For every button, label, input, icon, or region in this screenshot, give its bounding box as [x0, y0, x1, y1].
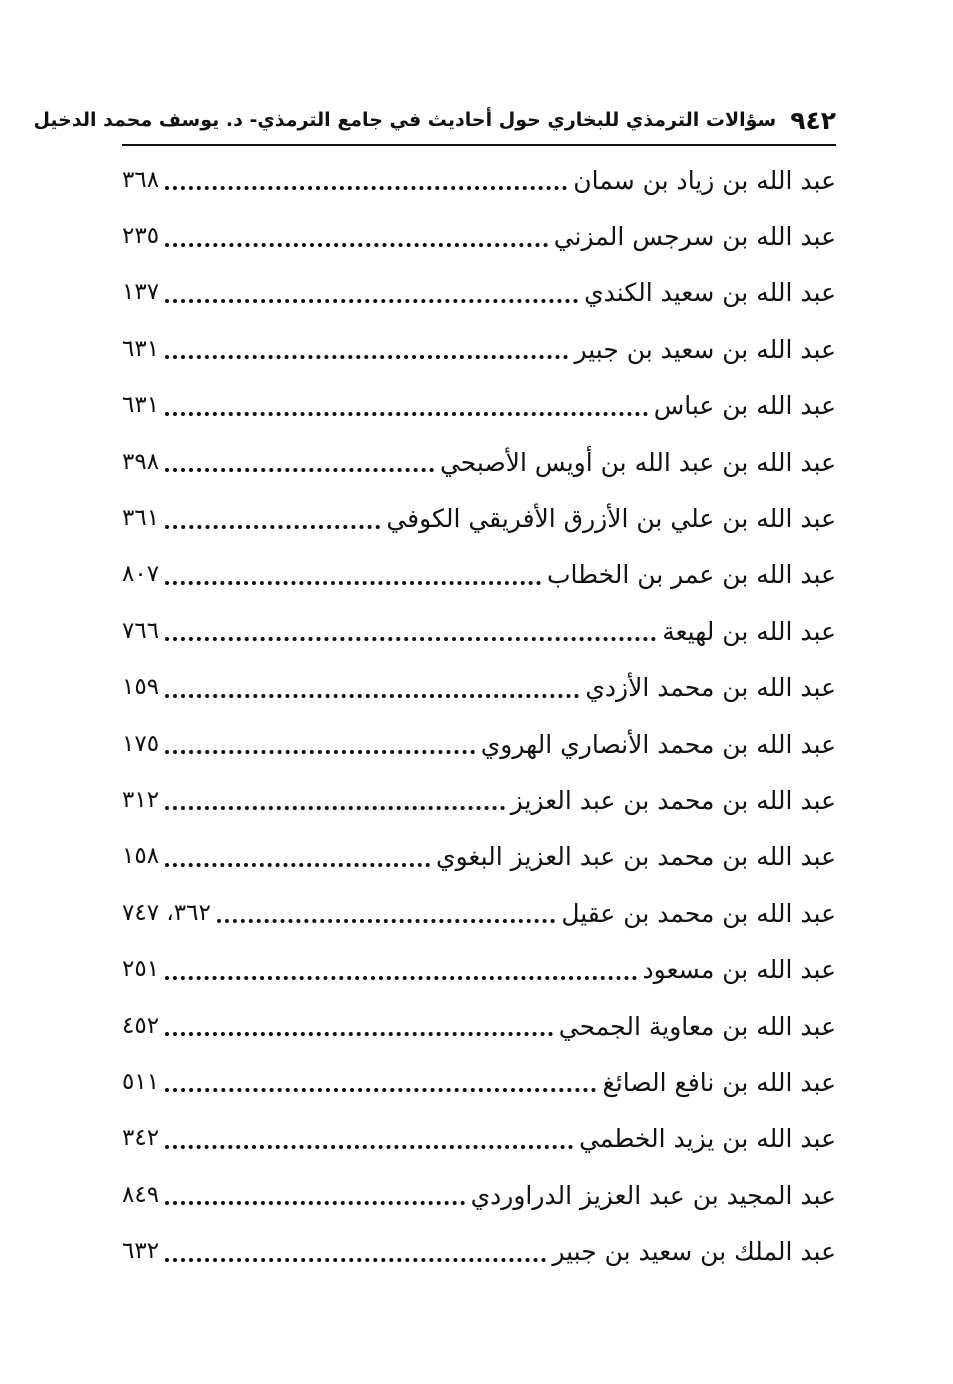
entry-name: عبد الله بن سعيد الكندي: [584, 278, 836, 308]
entry-name: عبد الله بن محمد الأزدي: [585, 673, 836, 703]
index-entry: [122, 265, 836, 321]
index-entry: [122, 1167, 836, 1223]
header-divider: [122, 144, 836, 146]
entry-page-numbers: ٣٩٨: [122, 448, 160, 475]
index-entry: [122, 998, 836, 1054]
entry-name: عبد الله بن محمد بن عقيل: [561, 898, 836, 928]
dot-leader: [165, 1032, 553, 1036]
dot-leader: [165, 1258, 546, 1262]
entry-name: عبد الله بن محمد بن عبد العزيز البغوي: [436, 842, 836, 872]
index-entry: [122, 378, 836, 434]
index-entry: [122, 885, 836, 941]
entry-name: عبد المجيد بن عبد العزيز الدراوردي: [470, 1180, 836, 1210]
index-entry: [122, 941, 836, 997]
entry-name: عبد الله بن عبد الله بن أويس الأصبحي: [439, 447, 836, 477]
dot-leader: [165, 581, 541, 585]
entry-page-numbers: ٥١١: [122, 1068, 160, 1095]
page-header: [33, 96, 836, 144]
dot-leader: [165, 412, 648, 416]
index-entry: [122, 829, 836, 885]
entry-name: عبد الله بن مسعود: [642, 955, 836, 985]
entry-name: عبد الله بن نافع الصائغ: [602, 1067, 836, 1097]
entry-page-numbers: ٣١٢: [122, 786, 160, 813]
dot-leader: [165, 299, 578, 303]
page-number: ٩٤٢: [790, 105, 836, 135]
entry-page-numbers: ٤٥٢: [122, 1012, 160, 1039]
entry-name: عبد الملك بن سعيد بن جبير: [552, 1237, 836, 1267]
entry-name: عبد الله بن يزيد الخطمي: [579, 1124, 836, 1154]
dot-leader: [217, 919, 555, 923]
entry-name: عبد الله بن سرجس المزني: [553, 222, 836, 252]
entry-name: عبد الله بن عمر بن الخطاب: [546, 560, 836, 590]
entry-page-numbers: ٨٤٩: [122, 1181, 160, 1208]
entry-page-numbers: ١٣٧: [122, 279, 160, 306]
entry-page-numbers: ٣٦٢، ٧٤٧: [122, 899, 211, 926]
dot-leader: [165, 806, 505, 810]
entry-page-numbers: ٦٣٢: [122, 1238, 160, 1265]
index-entry: [122, 603, 836, 659]
entry-page-numbers: ١٥٨: [122, 843, 160, 870]
entry-page-numbers: ٦٣١: [122, 335, 160, 362]
index-entry: [122, 490, 836, 546]
dot-leader: [165, 525, 380, 529]
index-entry: [122, 660, 836, 716]
index-entry: [122, 152, 836, 208]
entry-page-numbers: ٢٣٥: [122, 223, 160, 250]
entry-name: عبد الله بن معاوية الجمحي: [558, 1011, 836, 1041]
dot-leader: [165, 637, 656, 641]
dot-leader: [165, 355, 568, 359]
entry-page-numbers: ٧٦٦: [122, 617, 160, 644]
index-entry: [122, 1054, 836, 1110]
entry-name: عبد الله بن زياد بن سمان: [573, 165, 836, 195]
entry-name: عبد الله بن محمد بن عبد العزيز: [510, 785, 836, 815]
entry-name: عبد الله بن سعيد بن جبير: [574, 334, 836, 364]
dot-leader: [165, 1088, 596, 1092]
dot-leader: [165, 186, 567, 190]
entry-page-numbers: ١٧٥: [122, 730, 160, 757]
entry-page-numbers: ٣٦٨: [122, 166, 160, 193]
dot-leader: [165, 243, 548, 247]
dot-leader: [165, 694, 579, 698]
running-title: سؤالات الترمذي للبخاري حول أحاديث في جامع الترمذي- د. يوسف محمد الدخيل: [33, 108, 777, 131]
index-entry: [122, 1111, 836, 1167]
entry-page-numbers: ٣٤٢: [122, 1125, 160, 1152]
entry-page-numbers: ٣٦١: [122, 505, 160, 532]
entry-name: عبد الله بن علي بن الأزرق الأفريقي الكوفي: [386, 504, 836, 534]
index-entry: [122, 772, 836, 828]
dot-leader: [165, 750, 475, 754]
dot-leader: [165, 863, 430, 867]
dot-leader: [165, 468, 434, 472]
entry-page-numbers: ١٥٩: [122, 674, 160, 701]
dot-leader: [165, 976, 636, 980]
entry-page-numbers: ٢٥١: [122, 956, 160, 983]
dot-leader: [165, 1145, 573, 1149]
index-entry: [122, 321, 836, 377]
entry-name: عبد الله بن لهيعة: [662, 616, 836, 646]
index-entry: [122, 208, 836, 264]
entry-name: عبد الله بن محمد الأنصاري الهروي: [480, 729, 836, 759]
index-entries-list: [122, 152, 836, 1280]
index-entry: [122, 716, 836, 772]
entry-page-numbers: ٦٣١: [122, 392, 160, 419]
dot-leader: [165, 1201, 465, 1205]
index-entry: [122, 1223, 836, 1279]
entry-page-numbers: ٨٠٧: [122, 561, 160, 588]
index-entry: [122, 434, 836, 490]
entry-name: عبد الله بن عباس: [653, 391, 836, 421]
index-entry: [122, 547, 836, 603]
